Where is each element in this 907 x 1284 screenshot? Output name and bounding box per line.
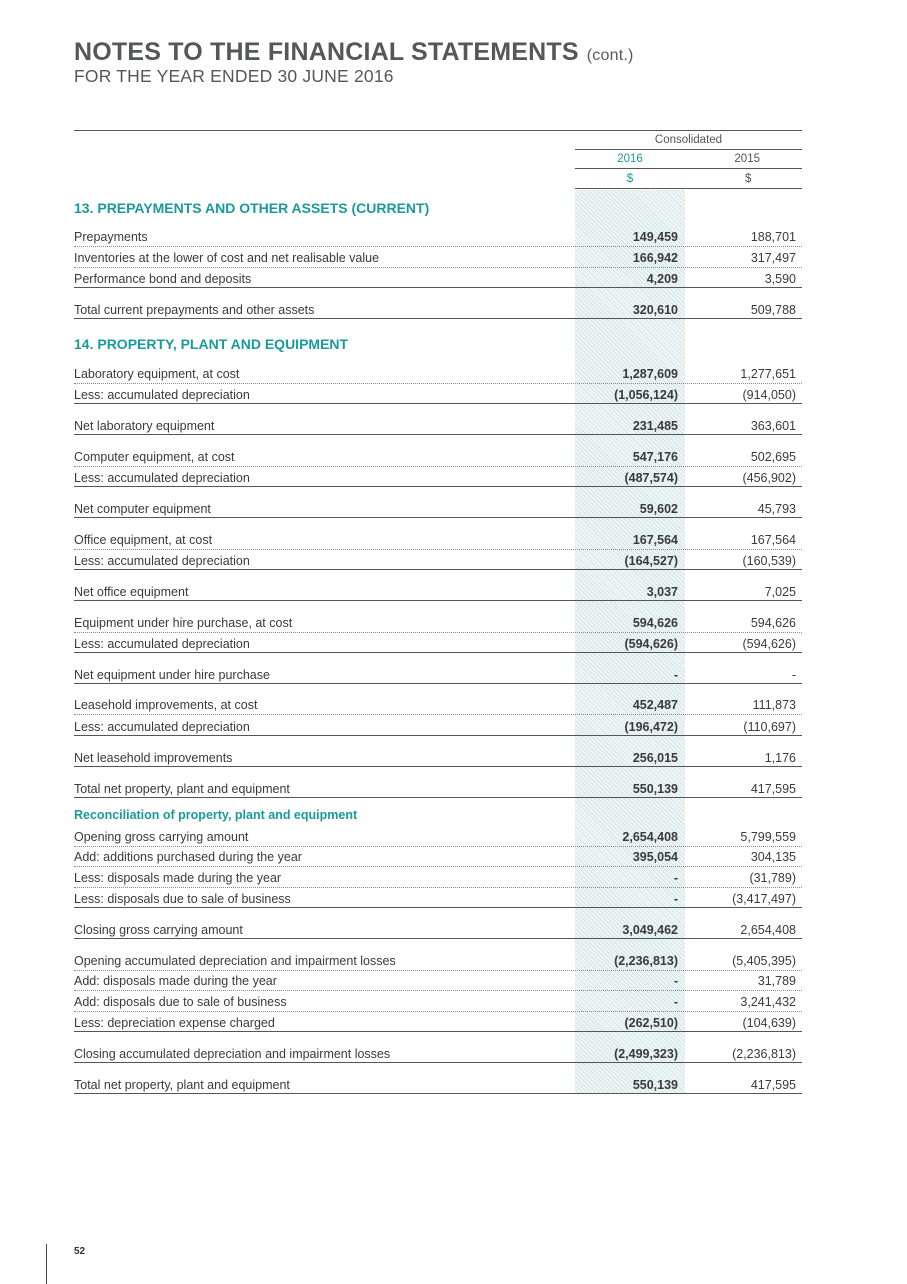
table-row-total: Total net property, plant and equipment 550,139 417,595 <box>74 777 802 798</box>
column-header-2015: 2015 <box>734 153 760 165</box>
table-row: Performance bond and deposits 4,209 3,590 <box>74 267 802 288</box>
table-row-subtotal: Net equipment under hire purchase - - <box>74 663 802 684</box>
column-group-rule <box>575 149 802 150</box>
reconciliation-title: Reconciliation of property, plant and equipment <box>74 808 358 822</box>
table-row: Inventories at the lower of cost and net realisable value 166,942 317,497 <box>74 247 802 268</box>
page-number: 52 <box>74 1246 86 1257</box>
section-14-title: 14. PROPERTY, PLANT AND EQUIPMENT <box>74 336 349 352</box>
table-row: Less: depreciation expense charged (262,510) (104,639) <box>74 1011 802 1032</box>
table-row: Less: accumulated depreciation (1,056,124) (914,050) <box>74 383 802 404</box>
table-row-total: Total current prepayments and other assets 320,610 509,788 <box>74 298 802 319</box>
table-row: Office equipment, at cost 167,564 167,564 <box>74 529 802 550</box>
table-row: Less: accumulated depreciation (594,626) (594,626) <box>74 632 802 653</box>
table-row-subtotal: Net leasehold improvements 256,015 1,176 <box>74 746 802 767</box>
table-row-subtotal: Net laboratory equipment 231,485 363,601 <box>74 414 802 435</box>
table-row: Less: accumulated depreciation (487,574) (456,902) <box>74 466 802 487</box>
table-row: Leasehold improvements, at cost 452,487 111,873 <box>74 694 802 715</box>
page-subtitle: FOR THE YEAR ENDED 30 JUNE 2016 <box>74 66 394 86</box>
column-header-2016: 2016 <box>617 153 643 165</box>
table-top-rule <box>74 130 802 131</box>
table-row: Equipment under hire purchase, at cost 594,626 594,626 <box>74 612 802 633</box>
table-row: Less: disposals made during the year - (31,789) <box>74 867 802 888</box>
table-row: Add: additions purchased during the year 395,054 304,135 <box>74 846 802 867</box>
table-row-subtotal: Closing gross carrying amount 3,049,462 2,654,408 <box>74 918 802 939</box>
table-row-subtotal: Net computer equipment 59,602 45,793 <box>74 497 802 518</box>
table-row: Less: accumulated depreciation (196,472) (110,697) <box>74 715 802 736</box>
table-row: Less: disposals due to sale of business - (3,417,497) <box>74 887 802 908</box>
section-13-title: 13. PREPAYMENTS AND OTHER ASSETS (CURRENT) <box>74 200 430 216</box>
unit-2016: $ <box>626 173 634 185</box>
unit-rule <box>575 188 802 189</box>
table-row: Opening gross carrying amount 2,654,408 5,799,559 <box>74 826 802 847</box>
footer-rule <box>46 1244 47 1284</box>
table-row-subtotal: Closing accumulated depreciation and impairment losses (2,499,323) (2,236,813) <box>74 1042 802 1063</box>
table-row: Laboratory equipment, at cost 1,287,609 1,277,651 <box>74 363 802 384</box>
title-cont: (cont.) <box>586 47 634 64</box>
table-row-subtotal: Net office equipment 3,037 7,025 <box>74 580 802 601</box>
table-row-total: Total net property, plant and equipment 550,139 417,595 <box>74 1073 802 1094</box>
table-row: Computer equipment, at cost 547,176 502,695 <box>74 446 802 467</box>
table-row: Add: disposals made during the year - 31,789 <box>74 970 802 991</box>
table-row: Add: disposals due to sale of business - 3,241,432 <box>74 991 802 1012</box>
column-group-header: Consolidated <box>654 134 723 146</box>
page-title: NOTES TO THE FINANCIAL STATEMENTS (cont.) <box>74 38 634 66</box>
table-row: Opening accumulated depreciation and impairment losses (2,236,813) (5,405,395) <box>74 950 802 971</box>
table-row: Prepayments 149,459 188,701 <box>74 226 802 247</box>
table-row: Less: accumulated depreciation (164,527) (160,539) <box>74 549 802 570</box>
year-rule <box>575 168 802 169</box>
